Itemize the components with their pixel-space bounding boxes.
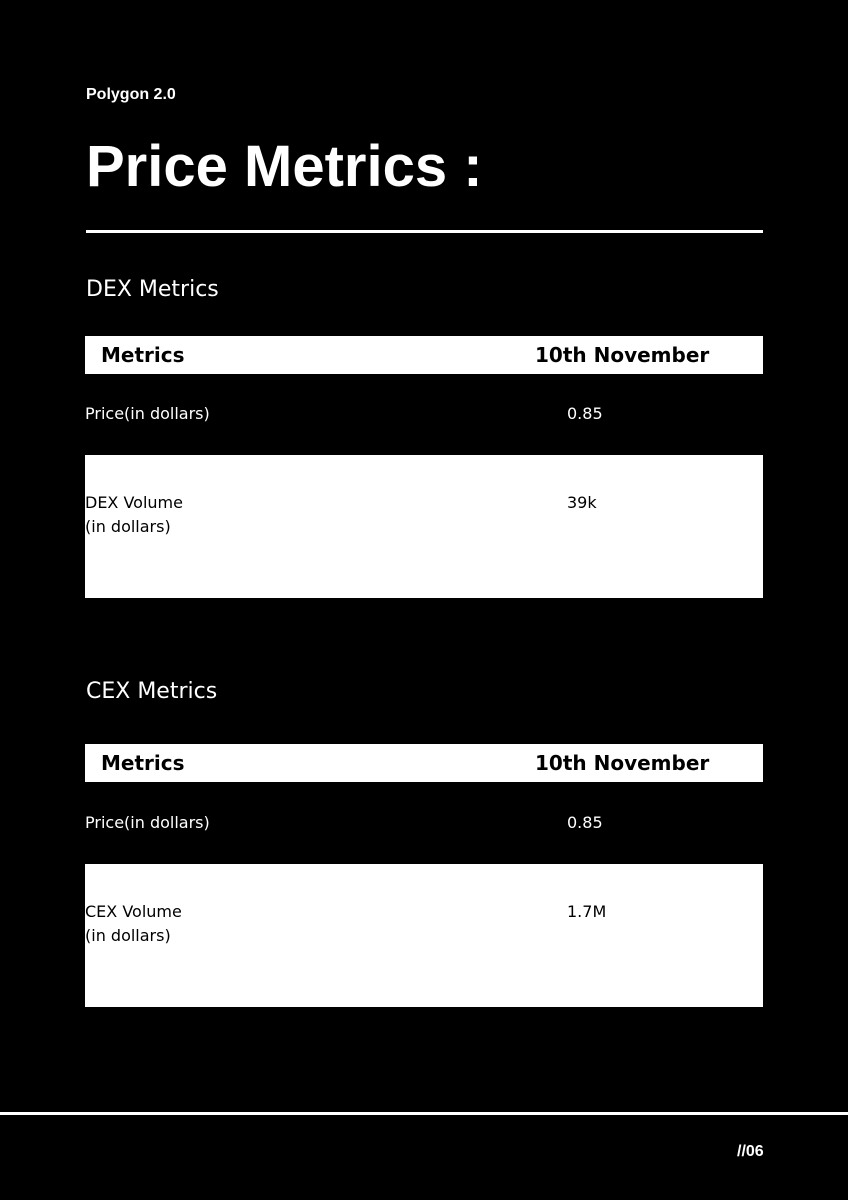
footer-divider (0, 1112, 848, 1115)
dex-volume-label: DEX Volume (in dollars) (85, 493, 183, 536)
cex-row-volume (85, 864, 763, 1007)
page-number: //06 (737, 1143, 764, 1160)
page-title: Price Metrics : (86, 134, 483, 199)
dex-price-value: 0.85 (567, 404, 603, 423)
dex-table-header (85, 336, 763, 374)
title-divider (86, 230, 763, 233)
dex-row-volume (85, 455, 763, 598)
cex-price-value: 0.85 (567, 813, 603, 832)
cex-table-header (85, 744, 763, 782)
cex-col-metrics: Metrics (101, 751, 185, 775)
dex-section-title: DEX Metrics (86, 277, 219, 302)
cex-volume-label: CEX Volume (in dollars) (85, 902, 182, 945)
dex-volume-value: 39k (567, 493, 597, 512)
dex-col-date: 10th November (535, 343, 710, 367)
dex-col-metrics: Metrics (101, 343, 185, 367)
cex-col-date: 10th November (535, 751, 710, 775)
cex-price-label: Price(in dollars) (85, 813, 210, 832)
cex-volume-value: 1.7M (567, 902, 607, 921)
page-kicker: Polygon 2.0 (86, 86, 176, 103)
dex-price-label: Price(in dollars) (85, 404, 210, 423)
cex-section-title: CEX Metrics (86, 679, 218, 704)
